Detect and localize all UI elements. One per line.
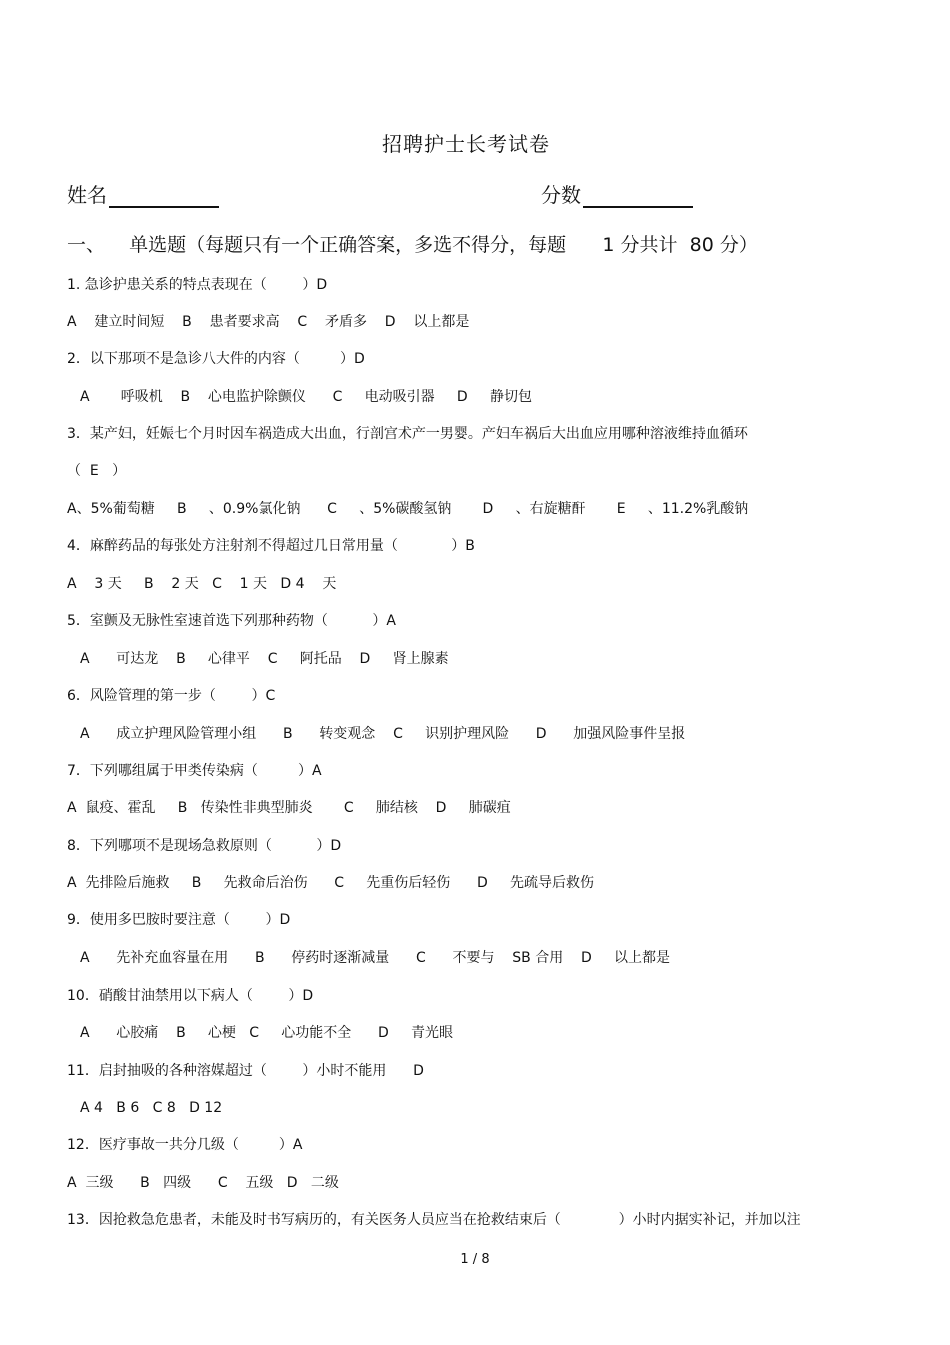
option-line: A 心胶痛 B 心梗 C 心功能不全 D 青光眼 <box>80 1025 454 1041</box>
name-label: 姓名 <box>67 183 107 207</box>
option-line: A 先排险后施救 B 先救命后治伤 C 先重伤后轻伤 D 先疏导后救伤 <box>67 875 595 891</box>
question-line: 1. 急诊护患关系的特点表现在（ ）D <box>67 277 328 293</box>
answer-line: （ E ） <box>67 463 127 479</box>
page-number: 1 / 8 <box>460 1252 490 1267</box>
option-line: A 鼠疫、霍乱 B 传染性非典型肺炎 C 肺结核 D 肺碳疽 <box>67 800 511 816</box>
option-line: A 3 天 B 2 天 C 1 天 D 4 天 <box>67 576 337 592</box>
question-line: 13．因抢救急危患者，未能及时书写病历的，有关医务人员应当在抢救结束后（ ）小时内据实补记，并加以注 <box>67 1212 801 1228</box>
option-line: A 建立时间短 B 患者要求高 C 矛盾多 D 以上都是 <box>67 314 470 330</box>
option-line: A 可达龙 B 心律平 C 阿托品 D 肾上腺素 <box>80 651 449 667</box>
question-line: 5．室颤及无脉性室速首选下列那种药物（ ）A <box>67 613 396 629</box>
section-heading: 一、 单选题（每题只有一个正确答案，多选不得分，每题 1 分共计 80 分） <box>67 234 758 256</box>
question-line: 9．使用多巴胺时要注意（ ）D <box>67 912 291 928</box>
option-line: A 4 B 6 C 8 D 12 <box>80 1100 223 1116</box>
question-line: 10．硝酸甘油禁用以下病人（ ）D <box>67 988 314 1004</box>
exam-title: 招聘护士长考试卷 <box>382 132 550 156</box>
option-line: A 呼吸机 B 心电监护除颤仪 C 电动吸引器 D 静切包 <box>80 389 532 405</box>
question-line: 6．风险管理的第一步（ ）C <box>67 688 276 704</box>
option-line: A、5%葡萄糖 B 、0.9%氯化钠 C 、5%碳酸氢钠 D 、右旋糖酐 E 、11.2%乳酸钠 <box>67 501 749 517</box>
name-blank-line[interactable] <box>109 184 219 208</box>
question-line: 8．下列哪项不是现场急救原则（ ）D <box>67 838 342 854</box>
score-field <box>541 179 693 208</box>
question-line: 3．某产妇，妊娠七个月时因车祸造成大出血，行剖宫术产一男婴。产妇车祸后大出血应用哪种溶液维持血循环 <box>67 426 748 442</box>
option-line: A 成立护理风险管理小组 B 转变观念 C 识别护理风险 D 加强风险事件呈报 <box>80 726 686 742</box>
question-line: 12．医疗事故一共分几级（ ）A <box>67 1137 303 1153</box>
option-line: A 三级 B 四级 C 五级 D 二级 <box>67 1175 339 1191</box>
option-line: A 先补充血容量在用 B 停药时逐渐减量 C 不要与 SB 合用 D 以上都是 <box>80 950 671 966</box>
question-line: 2．以下那项不是急诊八大件的内容（ ）D <box>67 351 365 367</box>
question-line: 4．麻醉药品的每张处方注射剂不得超过几日常用量（ ）B <box>67 538 475 554</box>
question-line: 11．启封抽吸的各种溶媒超过（ ）小时不能用 D <box>67 1063 424 1079</box>
name-field <box>67 179 219 208</box>
score-blank-line[interactable] <box>583 184 693 208</box>
question-line: 7．下列哪组属于甲类传染病（ ）A <box>67 763 322 779</box>
score-label: 分数 <box>541 183 581 207</box>
